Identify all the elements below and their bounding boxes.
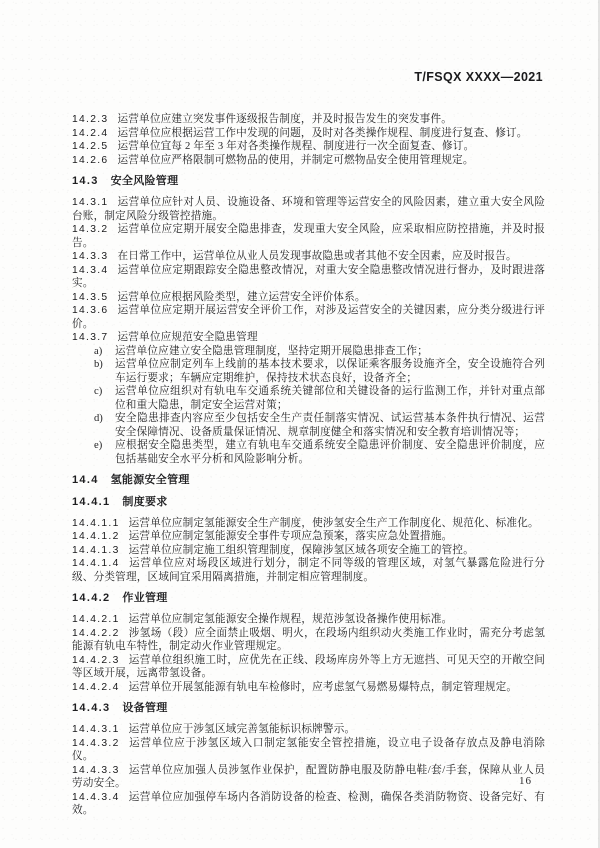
clause-text: 运营单位应对场段区域进行划分，制定不同等级的管理区域，对氢气暴露危险进行分级、分类管理，区域间宜采用隔离措施，并制定相应管理制度。	[72, 558, 545, 583]
clause-text: 运营单位应组织对有轨电车交通系统关键部位和关键设备的运行监测工作，并针对重点部位和重大隐患，制定安全运营对策；	[115, 386, 545, 411]
clause-text: 运营单位应根据风险类型，建立运营安全评价体系。	[117, 291, 366, 303]
clause-text: 运营单位应建立安全隐患管理制度，坚持定期开展隐患排查工作；	[115, 345, 429, 357]
clause-text: 运营单位应于涉氢区域完善氢能标识标牌警示。	[128, 724, 356, 735]
clause-paragraph	[72, 627, 545, 654]
clause-number: 14.3.3	[72, 251, 109, 262]
clause-number: 14.4.2.2	[72, 627, 120, 639]
clause-paragraph	[72, 517, 545, 531]
clause-text: 运营单位应制定施工组织管理制度，保障涉氢区域各项安全施工的管控。	[128, 544, 475, 556]
clause-paragraph	[72, 127, 545, 141]
clause-number: d)	[94, 413, 103, 424]
clause-text: 运营单位应定期跟踪安全隐患整改情况，对重大安全隐患整改情况进行督办，及时跟进落实。	[72, 264, 545, 289]
clause-paragraph	[72, 737, 545, 764]
clause-text: 设备管理	[122, 702, 168, 714]
clause-number: 14.4.2.1	[72, 614, 120, 625]
clause-paragraph	[72, 223, 545, 250]
clause-number: 14.3.4	[72, 264, 109, 276]
clause-text: 运营单位应针对人员、设施设备、环境和管理等运营安全的风险因素，建立重大安全风险台账，制定风险分级管控措施。	[72, 197, 545, 222]
clause-text: 运营单位应规范安全隐患管理	[117, 332, 258, 343]
clause-text: 氢能源安全管理	[110, 474, 190, 486]
lettered-list-item	[72, 385, 545, 412]
standard-number-header: T/FSQX XXXX—2021	[414, 70, 543, 84]
section-heading	[72, 474, 545, 488]
clause-paragraph	[72, 304, 545, 331]
clause-number: 14.3.5	[72, 291, 109, 303]
clause-text: 运营单位应定期开展运营安全评价工作，对涉及运营安全的关键因素，应分类分级进行评价。	[72, 305, 545, 330]
clause-number: 14.4.3	[72, 702, 111, 714]
clause-text: 运营单位组织施工时，应优先在正线、段场库房外等上方无遮挡、可见天空的开敞空间等区域开展，远离带氢设备。	[72, 654, 545, 679]
lettered-list-item	[72, 358, 545, 385]
clause-paragraph	[72, 723, 545, 737]
clause-number: b)	[94, 359, 103, 370]
clause-number: e)	[94, 440, 103, 451]
clause-paragraph	[72, 264, 545, 291]
clause-text: 运营单位应制定氢能源安全事件专项应急预案，落实应急处置措施。	[128, 531, 453, 542]
clause-number: 14.4.1.1	[72, 517, 120, 529]
clause-paragraph	[72, 140, 545, 154]
clause-paragraph	[72, 681, 545, 695]
clause-text: 应根据安全隐患类型，建立有轨电车交通系统安全隐患评价制度、安全隐患评价制度，应包括基础安全水平分析和风险影响分析。	[115, 440, 545, 465]
clause-text: 运营单位应制定氢能源安全生产制度，使涉氢安全生产工作制度化、规范化、标准化。	[128, 517, 539, 529]
clause-paragraph	[72, 530, 545, 544]
clause-number: 14.2.6	[72, 154, 109, 166]
clause-paragraph	[72, 544, 545, 558]
clause-text: 运营单位开展氢能源有轨电车检修时，应考虑氢气易燃易爆特点，制定管理规定。	[128, 681, 518, 693]
lettered-list-item	[72, 412, 545, 439]
clause-number: 14.3.7	[72, 332, 109, 343]
clause-number: a)	[94, 345, 103, 357]
clause-text: 运营单位应根据运营工作中发现的问题，及时对各类操作规程、制度进行复查、修订。	[117, 127, 528, 139]
clause-number: 14.2.5	[72, 141, 109, 152]
clause-number: 14.4.2	[72, 592, 111, 604]
page-number: 16	[519, 775, 532, 787]
clause-text: 运营单位应建立突发事件逐级报告制度，并及时报告发生的突发事件。	[117, 114, 453, 125]
clause-text: 制度要求	[122, 495, 168, 508]
clause-paragraph	[72, 113, 545, 127]
clause-number: 14.2.4	[72, 127, 109, 139]
clause-number: 14.4.1	[72, 495, 111, 508]
clause-number: 14.4.2.3	[72, 654, 120, 666]
section-heading	[72, 496, 545, 510]
clause-paragraph	[72, 250, 545, 264]
clause-number: 14.3	[72, 175, 99, 187]
clause-number: 14.3.1	[72, 197, 109, 208]
clause-text: 运营单位应于涉氢区域入口制定氢能安全管控措施，设立电子设备存放点及静电消除仪。	[72, 737, 545, 762]
clause-text: 在日常工作中，运营单位从业人员发现事故隐患或者其他不安全因素，应及时报告。	[117, 251, 517, 262]
clause-text: 运营单位应加强停车场内各消防设备的检查、检测，确保各类消防物资、设备完好、有效。	[72, 791, 545, 816]
clause-paragraph	[72, 154, 545, 168]
clause-number: 14.3.2	[72, 224, 109, 235]
section-heading	[72, 592, 545, 606]
clause-paragraph	[72, 331, 545, 345]
clause-number: 14.4.3.1	[72, 724, 120, 735]
clause-number: 14.4.3.4	[72, 791, 120, 803]
document-body	[72, 113, 545, 818]
clause-text: 运营单位应定期开展安全隐患排查，发现重大安全风险，应采取相应防控措施，并及时报告。	[72, 224, 545, 249]
clause-paragraph	[72, 291, 545, 305]
clause-paragraph	[72, 557, 545, 584]
clause-number: c)	[94, 386, 103, 397]
clause-paragraph	[72, 196, 545, 223]
clause-text: 安全隐患排查内容应至少包括安全生产责任制落实情况、试运营基本条件执行情况、运营安全保障情况、设备质量保证情况、规章制度健全和落实情况和安全教育培训情况等；	[115, 413, 545, 438]
clause-number: 14.2.3	[72, 114, 109, 125]
clause-text: 运营单位应加强人员涉氢作业保护，配置防静电服及防静电鞋/套/手套，保障从业人员劳动安全。	[72, 764, 545, 789]
clause-paragraph	[72, 764, 545, 791]
clause-text: 安全风险管理	[110, 175, 179, 187]
section-heading	[72, 175, 545, 189]
section-heading	[72, 702, 545, 716]
clause-paragraph	[72, 791, 545, 818]
clause-number: 14.4.3.3	[72, 764, 120, 776]
lettered-list-item	[72, 345, 545, 359]
clause-number: 14.4	[72, 474, 99, 486]
clause-text: 涉氢场（段）应全面禁止吸烟、明火，在段场内组织动火类施工作业时，需充分考虑氢能源有轨电车特性，制定动火作业管理规定。	[72, 627, 545, 652]
clause-number: 14.3.6	[72, 305, 109, 316]
clause-text: 运营单位应制定氢能源安全操作规程，规范涉氢设备操作使用标准。	[128, 614, 453, 625]
clause-text: 作业管理	[122, 592, 168, 604]
clause-text: 运营单位宜每 2 年至 3 年对各类操作规程、制度进行一次全面复查、修订。	[117, 141, 475, 152]
clause-number: 14.4.1.3	[72, 544, 120, 556]
clause-number: 14.4.2.4	[72, 681, 120, 693]
clause-text: 运营单位应制定列车上线前的基本技术要求，以保证乘客服务设施齐全，安全设施符合列车运行要求；车辆应定期维护，保持技术状态良好，设备齐全；	[115, 359, 545, 384]
clause-number: 14.4.1.4	[72, 558, 120, 569]
clause-number: 14.4.3.2	[72, 737, 120, 749]
clause-paragraph	[72, 613, 545, 627]
clause-paragraph	[72, 654, 545, 681]
clause-number: 14.4.1.2	[72, 531, 120, 542]
clause-text: 运营单位应严格限制可燃物品的使用，并制定可燃物品安全使用管理规定。	[117, 154, 474, 166]
lettered-list-item	[72, 439, 545, 466]
